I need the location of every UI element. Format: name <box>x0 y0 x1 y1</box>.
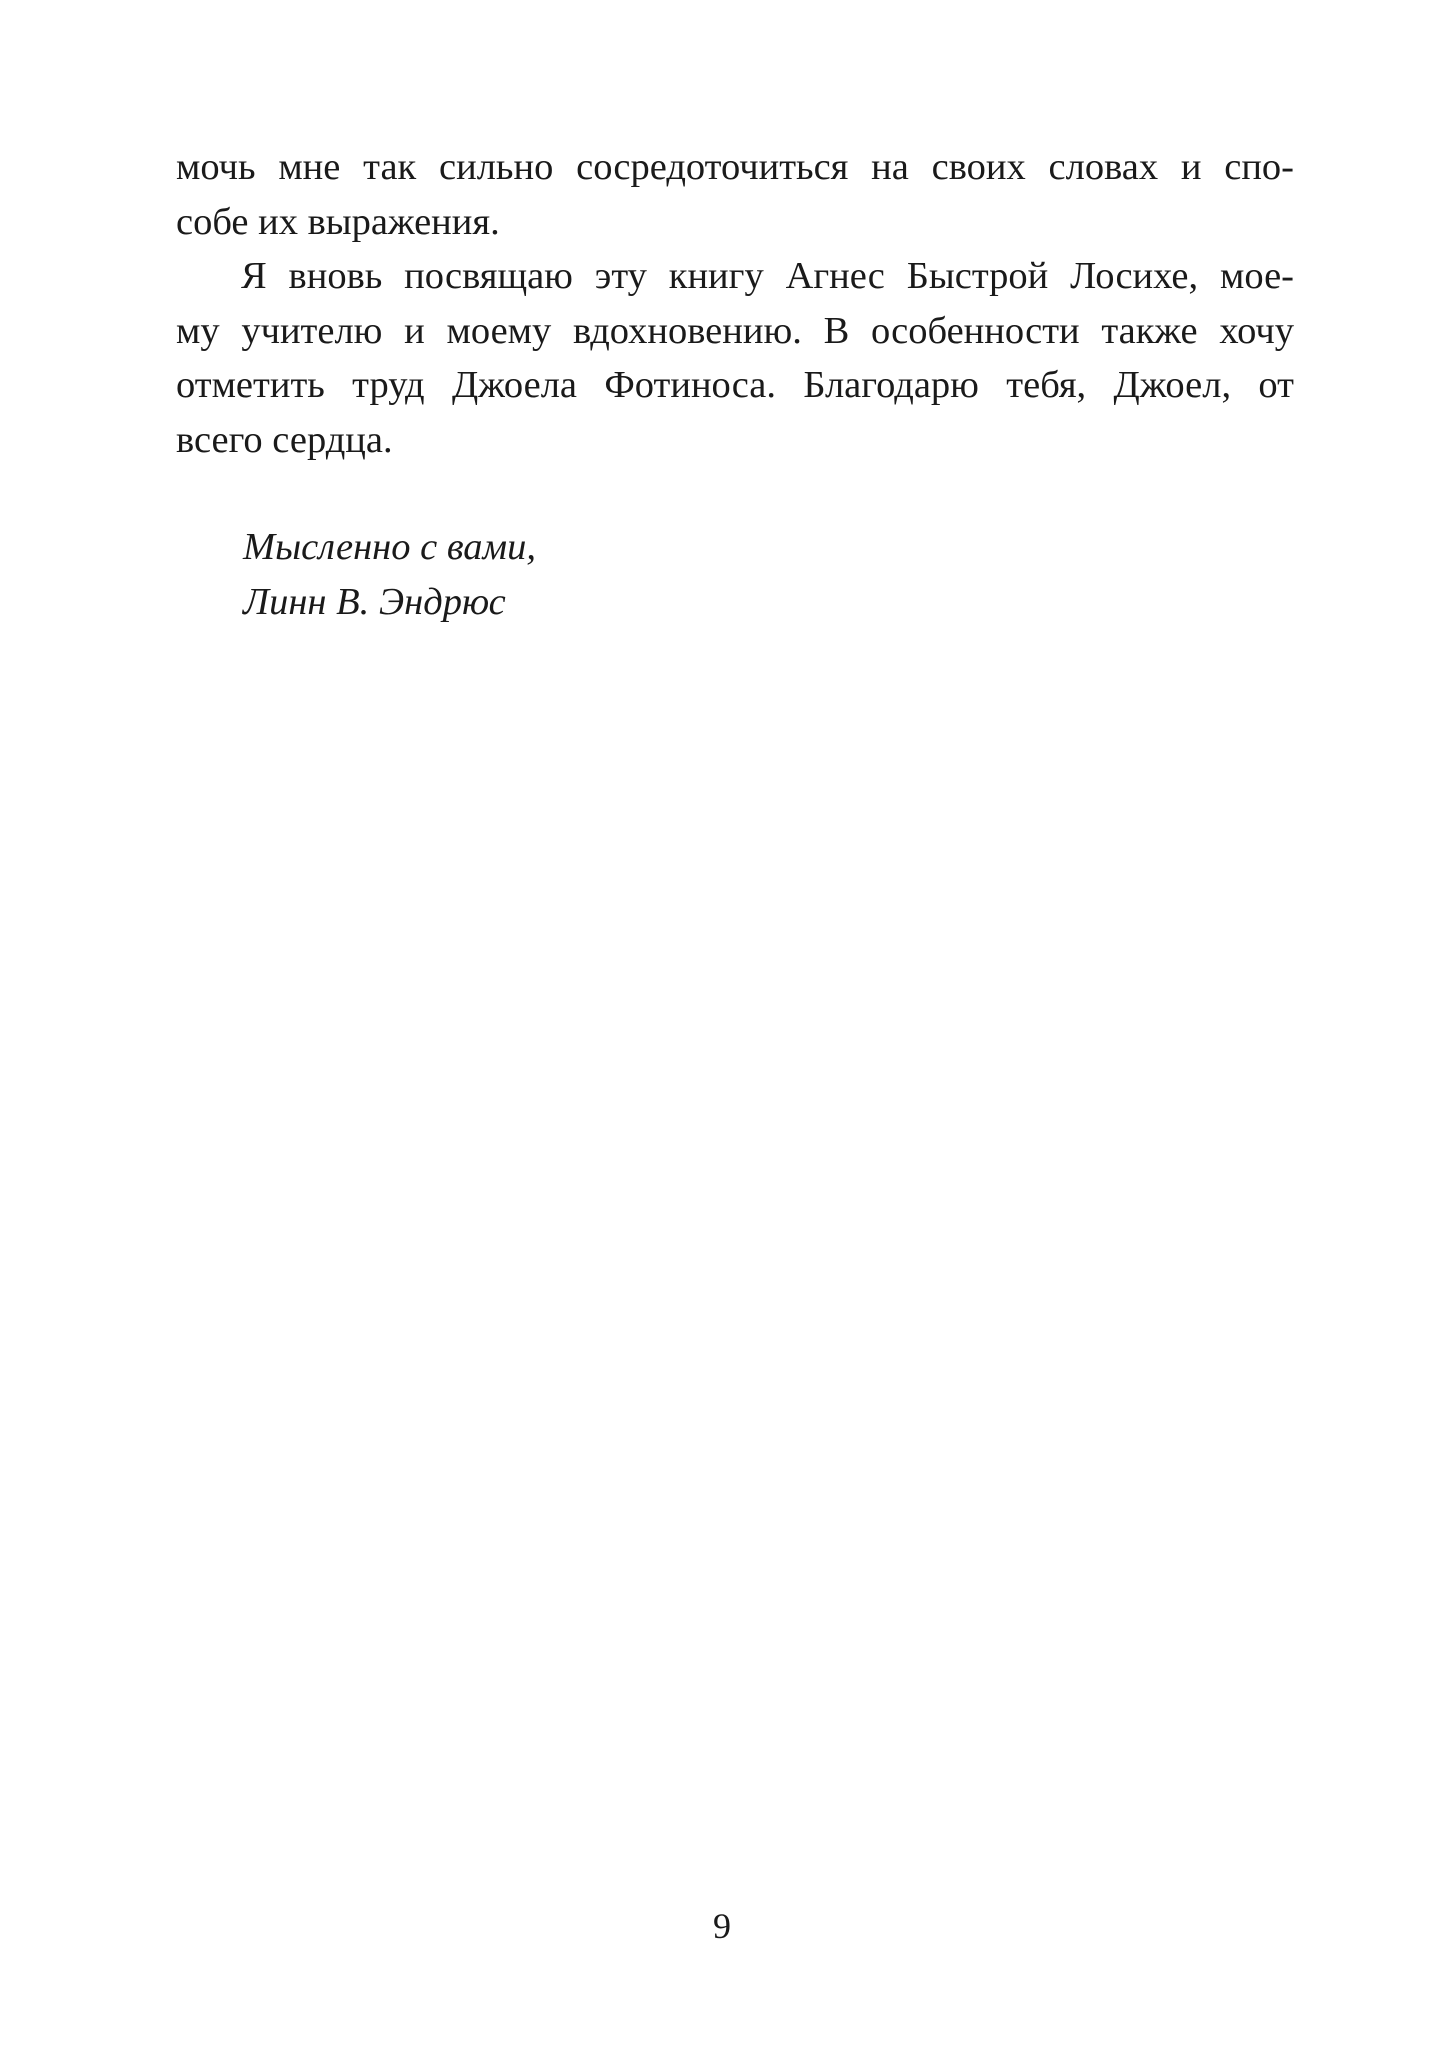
signature <box>243 520 536 630</box>
text-line: всего сердца. <box>176 418 393 461</box>
text-line: мочь мне так сильно сосредоточиться на своих словах и спо- <box>176 146 1294 188</box>
text-line: отметить труд Джоела Фотиноса. Благодарю тебя, Джоел, от <box>176 364 1294 406</box>
paragraph-continuation <box>176 140 1294 249</box>
text-line: му учителю и моему вдохновению. В особенности также хочу <box>176 309 1294 352</box>
text-line: собе их выражения. <box>176 200 500 243</box>
text-line: Я вновь посвящаю эту книгу Агнес Быстрой Лосихе, мое- <box>241 255 1294 297</box>
signature-closing: Мысленно с вами, <box>243 526 536 568</box>
body-text <box>176 140 1294 467</box>
page-number: 9 <box>713 1906 731 1946</box>
paragraph-dedication <box>176 249 1294 467</box>
signature-author: Линн В. Эндрюс <box>243 581 506 623</box>
